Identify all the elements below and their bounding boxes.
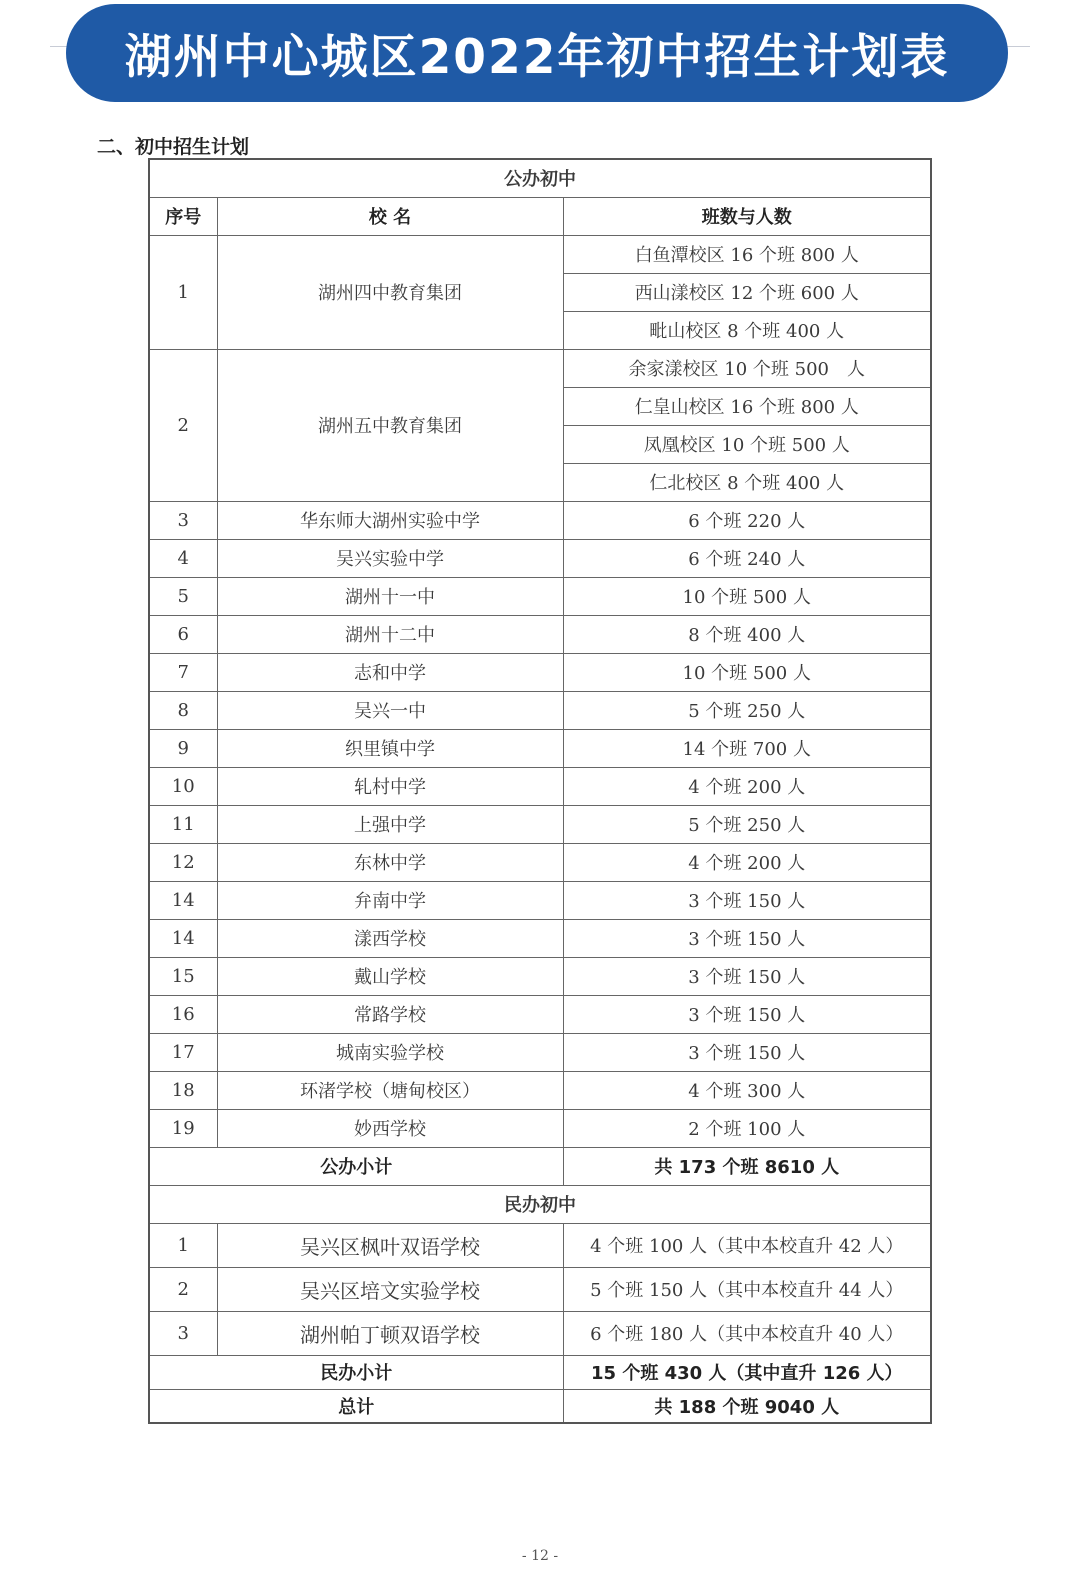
row-plan: 5 个班 250 人 bbox=[563, 805, 931, 843]
table-row bbox=[149, 1311, 931, 1355]
row-plan: 6 个班 220 人 bbox=[563, 501, 931, 539]
row-school: 吴兴一中 bbox=[217, 691, 563, 729]
table-row bbox=[149, 1033, 931, 1071]
header-row bbox=[149, 197, 931, 235]
table-row bbox=[149, 729, 931, 767]
section-heading: 二、初中招生计划 bbox=[97, 136, 250, 158]
row-school: 湖州四中教育集团 bbox=[217, 235, 563, 349]
table-row bbox=[149, 805, 931, 843]
title-banner bbox=[66, 4, 1008, 102]
campus-plan: 凤凰校区 10 个班 500 人 bbox=[563, 425, 931, 463]
campus-plan: 白鱼潭校区 16 个班 800 人 bbox=[563, 235, 931, 273]
table-row bbox=[149, 615, 931, 653]
table-row bbox=[149, 919, 931, 957]
total-value: 共 188 个班 9040 人 bbox=[563, 1389, 931, 1423]
public-subtotal-row bbox=[149, 1147, 931, 1185]
row-plan: 3 个班 150 人 bbox=[563, 919, 931, 957]
row-index: 6 bbox=[149, 615, 217, 653]
table-row bbox=[149, 881, 931, 919]
enrollment-plan-table bbox=[148, 158, 932, 1424]
table-row bbox=[149, 577, 931, 615]
campus-plan: 仁皇山校区 16 个班 800 人 bbox=[563, 387, 931, 425]
table-row bbox=[149, 539, 931, 577]
row-school: 湖州帕丁顿双语学校 bbox=[217, 1311, 563, 1355]
table-row bbox=[149, 1109, 931, 1147]
public-section-row bbox=[149, 159, 931, 197]
private-section-title: 民办初中 bbox=[149, 1185, 931, 1223]
row-school: 常路学校 bbox=[217, 995, 563, 1033]
campus-plan: 西山漾校区 12 个班 600 人 bbox=[563, 273, 931, 311]
row-index: 3 bbox=[149, 501, 217, 539]
row-plan: 8 个班 400 人 bbox=[563, 615, 931, 653]
row-plan: 3 个班 150 人 bbox=[563, 995, 931, 1033]
row-school: 湖州五中教育集团 bbox=[217, 349, 563, 501]
row-plan: 10 个班 500 人 bbox=[563, 653, 931, 691]
row-index: 4 bbox=[149, 539, 217, 577]
campus-plan: 余家漾校区 10 个班 500 人 bbox=[563, 349, 931, 387]
table-row bbox=[149, 1071, 931, 1109]
row-index: 3 bbox=[149, 1311, 217, 1355]
row-school: 轧村中学 bbox=[217, 767, 563, 805]
row-school: 湖州十一中 bbox=[217, 577, 563, 615]
row-school: 东林中学 bbox=[217, 843, 563, 881]
row-index: 17 bbox=[149, 1033, 217, 1071]
row-school: 上强中学 bbox=[217, 805, 563, 843]
table-row bbox=[149, 957, 931, 995]
table-row bbox=[149, 843, 931, 881]
header-index: 序号 bbox=[149, 197, 217, 235]
table-row bbox=[149, 653, 931, 691]
row-index: 18 bbox=[149, 1071, 217, 1109]
row-school: 华东师大湖州实验中学 bbox=[217, 501, 563, 539]
row-school: 织里镇中学 bbox=[217, 729, 563, 767]
row-school: 吴兴实验中学 bbox=[217, 539, 563, 577]
private-subtotal-label: 民办小计 bbox=[149, 1355, 563, 1389]
table-row bbox=[149, 691, 931, 729]
row-plan: 3 个班 150 人 bbox=[563, 957, 931, 995]
row-plan: 5 个班 150 人（其中本校直升 44 人） bbox=[563, 1267, 931, 1311]
private-subtotal-value: 15 个班 430 人（其中直升 126 人） bbox=[563, 1355, 931, 1389]
row-school: 吴兴区培文实验学校 bbox=[217, 1267, 563, 1311]
page-title: 湖州中心城区2022年初中招生计划表 bbox=[124, 29, 950, 85]
header-school: 校 名 bbox=[217, 197, 563, 235]
row-school: 湖州十二中 bbox=[217, 615, 563, 653]
public-section-title: 公办初中 bbox=[149, 159, 931, 197]
campus-plan: 仁北校区 8 个班 400 人 bbox=[563, 463, 931, 501]
campus-plan: 毗山校区 8 个班 400 人 bbox=[563, 311, 931, 349]
row-index: 10 bbox=[149, 767, 217, 805]
private-section-row bbox=[149, 1185, 931, 1223]
row-index: 9 bbox=[149, 729, 217, 767]
page-number: - 12 - bbox=[521, 1548, 559, 1564]
row-index: 7 bbox=[149, 653, 217, 691]
row-index: 1 bbox=[149, 235, 217, 349]
public-subtotal-value: 共 173 个班 8610 人 bbox=[563, 1147, 931, 1185]
row-index: 14 bbox=[149, 919, 217, 957]
row-index: 12 bbox=[149, 843, 217, 881]
private-subtotal-row bbox=[149, 1355, 931, 1389]
row-school: 弁南中学 bbox=[217, 881, 563, 919]
row-plan: 3 个班 150 人 bbox=[563, 881, 931, 919]
public-subtotal-label: 公办小计 bbox=[149, 1147, 563, 1185]
row-plan: 4 个班 200 人 bbox=[563, 767, 931, 805]
table-row bbox=[149, 1267, 931, 1311]
row-index: 11 bbox=[149, 805, 217, 843]
row-school: 环渚学校（塘甸校区） bbox=[217, 1071, 563, 1109]
row-plan: 6 个班 180 人（其中本校直升 40 人） bbox=[563, 1311, 931, 1355]
row-index: 5 bbox=[149, 577, 217, 615]
row-index: 2 bbox=[149, 1267, 217, 1311]
row-plan: 10 个班 500 人 bbox=[563, 577, 931, 615]
row-plan: 6 个班 240 人 bbox=[563, 539, 931, 577]
total-label: 总计 bbox=[149, 1389, 563, 1423]
row-plan: 2 个班 100 人 bbox=[563, 1109, 931, 1147]
row-plan: 14 个班 700 人 bbox=[563, 729, 931, 767]
table-row bbox=[149, 1223, 931, 1267]
row-school: 志和中学 bbox=[217, 653, 563, 691]
row-index: 15 bbox=[149, 957, 217, 995]
table-row bbox=[149, 767, 931, 805]
header-plan: 班数与人数 bbox=[563, 197, 931, 235]
row-school: 漾西学校 bbox=[217, 919, 563, 957]
row-index: 16 bbox=[149, 995, 217, 1033]
row-school: 吴兴区枫叶双语学校 bbox=[217, 1223, 563, 1267]
row-plan: 3 个班 150 人 bbox=[563, 1033, 931, 1071]
row-school: 戴山学校 bbox=[217, 957, 563, 995]
row-index: 2 bbox=[149, 349, 217, 501]
row-plan: 4 个班 300 人 bbox=[563, 1071, 931, 1109]
table-row bbox=[149, 349, 931, 387]
row-index: 14 bbox=[149, 881, 217, 919]
row-index: 1 bbox=[149, 1223, 217, 1267]
row-school: 城南实验学校 bbox=[217, 1033, 563, 1071]
table-row bbox=[149, 995, 931, 1033]
row-index: 8 bbox=[149, 691, 217, 729]
row-school: 妙西学校 bbox=[217, 1109, 563, 1147]
table-row bbox=[149, 235, 931, 273]
row-plan: 5 个班 250 人 bbox=[563, 691, 931, 729]
table-row bbox=[149, 501, 931, 539]
row-plan: 4 个班 200 人 bbox=[563, 843, 931, 881]
row-plan: 4 个班 100 人（其中本校直升 42 人） bbox=[563, 1223, 931, 1267]
total-row bbox=[149, 1389, 931, 1423]
row-index: 19 bbox=[149, 1109, 217, 1147]
